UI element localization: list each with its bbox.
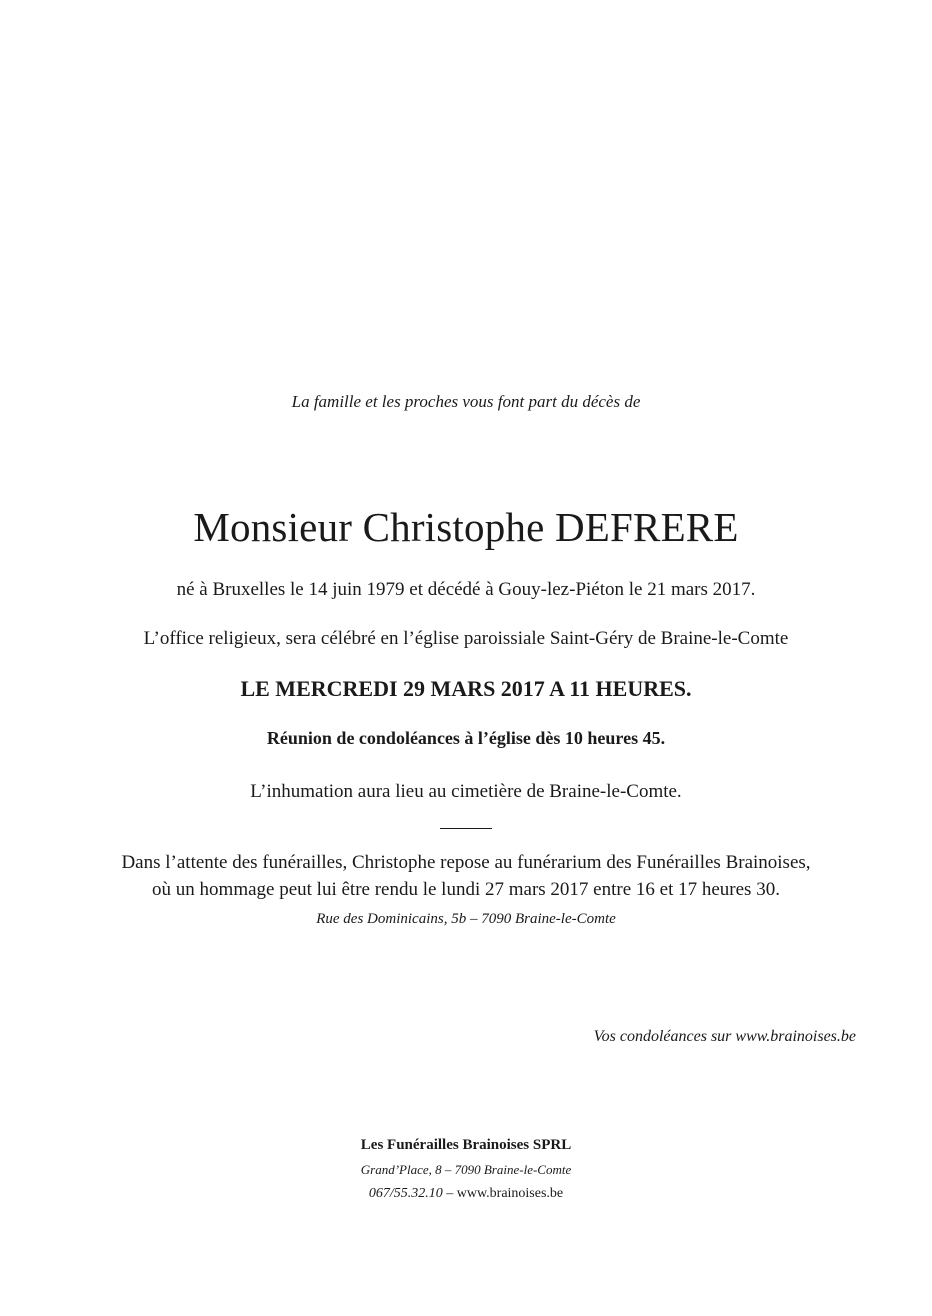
company-contact [0, 1186, 932, 1202]
ceremony-date: LE MERCREDI 29 MARS 2017 A 11 HEURES. [240, 676, 692, 701]
deceased-name: Monsieur Christophe DEFRERE [193, 504, 739, 550]
company-name: Les Funérailles Brainoises SPRL [360, 1137, 572, 1153]
company-address: Grand’Place, 8 – 7090 Braine-le-Comte [360, 1162, 572, 1177]
waiting-text-line-2: où un hommage peut lui être rendu le lundi 27 mars 2017 entre 16 et 17 heures 30. [152, 879, 780, 900]
office-text: L’office religieux, sera célébré en l’église paroissiale Saint-Géry de Braine-le-Comte [143, 628, 789, 649]
company-phone: 067/55.32.10 [368, 1186, 443, 1201]
intro-text: La famille et les proches vous font part du décès de [291, 392, 641, 411]
burial-text: L’inhumation aura lieu au cimetière de Braine-le-Comte. [250, 781, 682, 802]
online-condolences: Vos condoléances sur www.brainoises.be [593, 1028, 856, 1045]
condolences-meeting: Réunion de condoléances à l’église dès 10 heures 45. [266, 728, 666, 748]
funerarium-address: Rue des Dominicains, 5b – 7090 Braine-le-Comte [316, 911, 616, 927]
birth-death-text: né à Bruxelles le 14 juin 1979 et décédé à Gouy-lez-Piéton le 21 mars 2017. [176, 579, 756, 600]
divider [440, 828, 492, 829]
contact-separator: – [442, 1186, 457, 1201]
waiting-text-line-1: Dans l’attente des funérailles, Christophe repose au funérarium des Funérailles Brainoises, [121, 852, 811, 873]
company-website: www.brainoises.be [456, 1186, 564, 1201]
